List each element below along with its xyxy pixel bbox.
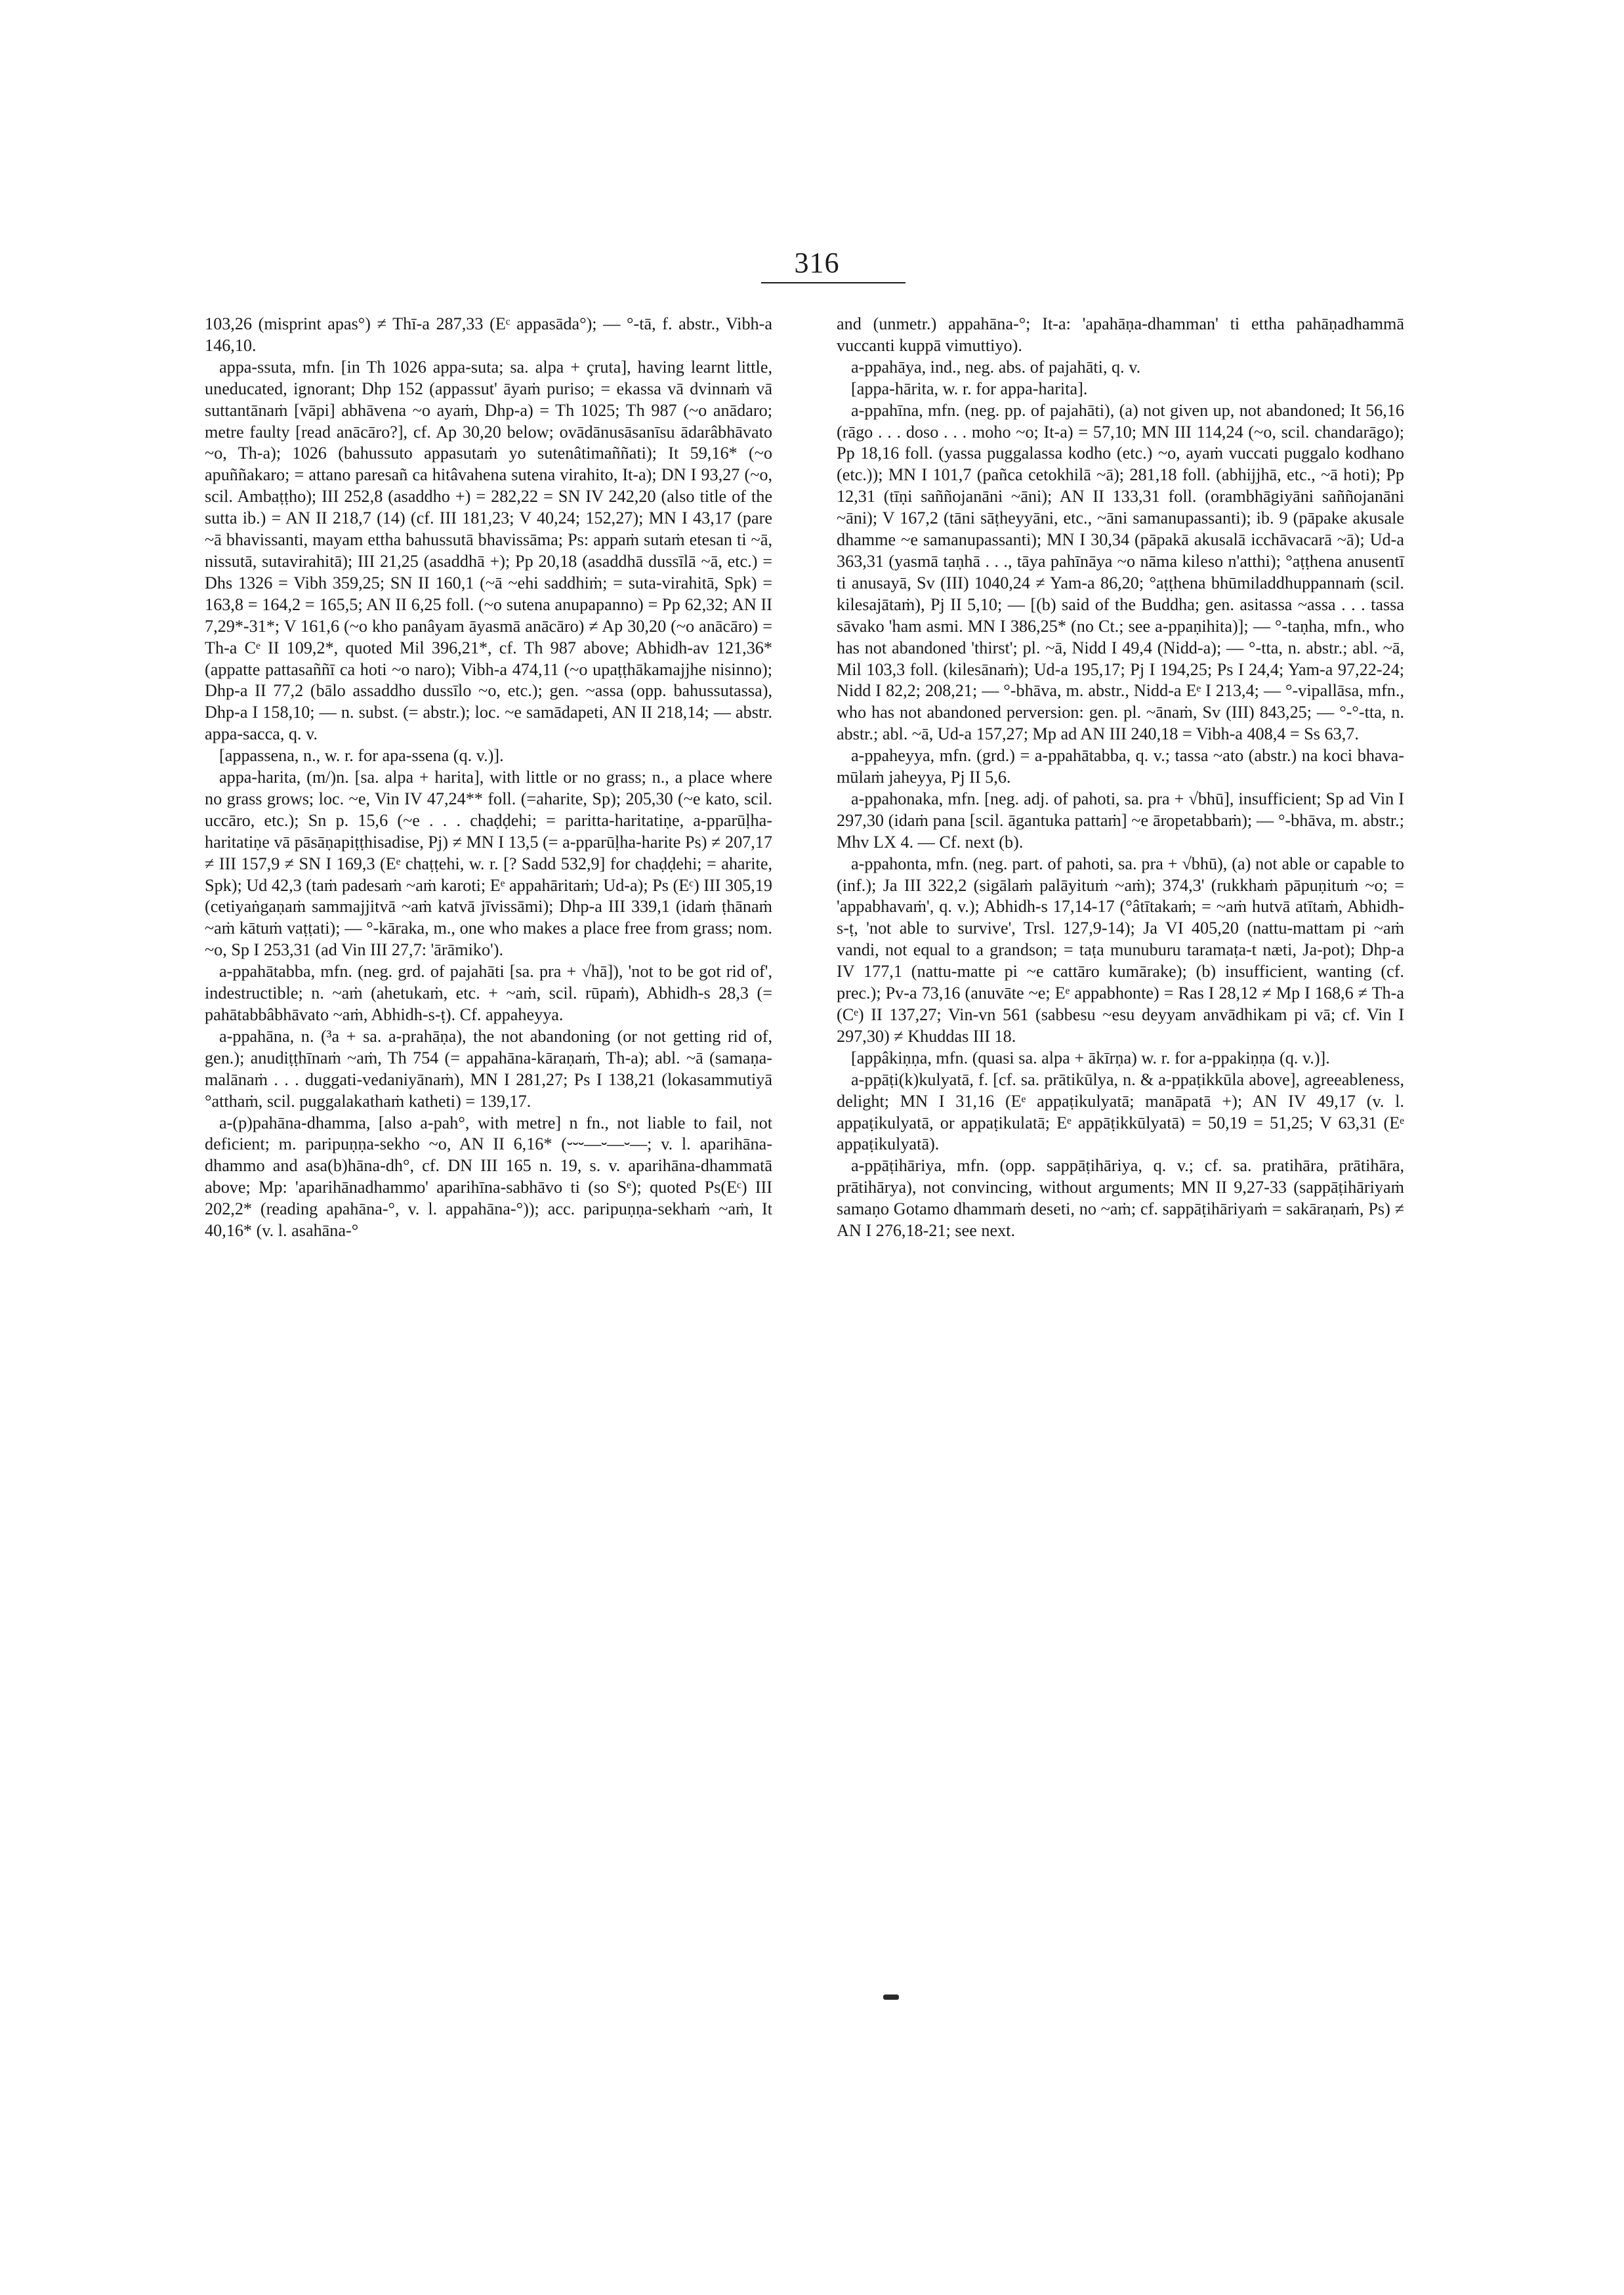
dictionary-entry: [appassena, n., w. r. for apa-ssena (q. v.)]. xyxy=(219,746,504,766)
dictionary-entry: a-ppahīna, mfn. (neg. pp. of pajahāti), (a) not given up, not abandoned; It 56,16 (rāgo . . . doso . . . moho ~o; It-a) = 57,10; MN III 114,24 (~o, scil. chandarāgo); Pp 18,16 foll. (yassa puggalassa kodho (etc.) ~o, ayaṁ vuccati puggalo kodhano (etc.)); MN I 101,7 (pañca cetokhilā ~ā); 281,18 foll. (abhijjhā, etc., ~ā hoti); Pp 12,31 (tīṇi saññojanāni ~āni); AN II 133,31 foll. (orambhāgiyāni saññojanāni ~āni); V 167,2 (tāni sāṭheyyāni, etc., ~āni samanupassanti); ib. 9 (pāpake akusale dhamme ~e samanupassanti); MN I 30,34 (pāpakā akusalā icchāvacarā ~ā); Ud-a 363,31 (yasmā taṇhā . . ., tāya pahīnāya ~o nāma kileso n'atthi); °aṭṭhena anusentī ti anusayā, Sv (III) 1040,24 ≠ Yam-a 86,20; °aṭṭhena bhūmiladdhuppannaṁ (scil. kilesajātaṁ), Pj II 5,10; — [(b) said of the Buddha; gen. asitassa ~assa . . . tassa sāvako 'ham asmi. MN I 386,25* (no Ct.; see a-ppaṇihita)]; — °-taṇha, mfn., who has not abandoned 'thirst'; pl. ~ā, Nidd I 49,4 (Nidd-a); — °-tta, n. abstr.; abl. ~ā, Mil 103,3 foll. (kilesānaṁ); Ud-a 195,17; Pj I 194,25; Ps I 24,4; Yam-a 97,22-24; Nidd I 82,2; 208,21; — °-bhāva, m. abstr., Nidd-a Eᵉ I 213,4; — °-vipallāsa, mfn., who has not abandoned perversion: gen. pl. ~ānaṁ, Sv (III) 843,25; — °-°-tta, n. abstr.; abl. ~ā, Ud-a 157,27; Mp ad AN III 240,18 = Vibh-a 408,4 = Ss 63,7. xyxy=(837,400,1404,744)
left-column xyxy=(205,314,772,1242)
scan-mark xyxy=(883,1995,899,2000)
dictionary-entry: and (unmetr.) appahāna-°; It-a: 'apahāṇa-dhamman' ti ettha pahāṇadhammā vuccanti kuppā vimuttiyo). xyxy=(837,314,1404,355)
dictionary-entry: appa-harita, (m/)n. [sa. alpa + harita], with little or no grass; n., a place where no grass grows; loc. ~e, Vin IV 47,24** foll. (=aharite, Sp); 205,30 (~e kato, scil. uccāro, etc.); Sn p. 15,6 (~e . . . chaḍḍehi; = paritta-haritatiṇe, a-pparūḷha-haritatiṇe vā pāsāṇapiṭṭhisadise, Pj) ≠ MN I 13,5 (= a-pparūḷha-harite Ps) ≠ 207,17 ≠ III 157,9 ≠ SN I 169,3 (Eᵉ chaṭṭehi, w. r. [? Sadd 532,9] for chaḍḍehi; = aharite, Spk); Ud 42,3 (taṁ padesaṁ ~aṁ karoti; Eᵉ appahāritaṁ; Ud-a); Ps (Eᶜ) III 305,19 (cetiyaṅgaṇaṁ sammajjitvā ~aṁ katvā jīvissāmi); Dhp-a III 339,1 (idaṁ ṭhānaṁ ~aṁ kātuṁ vaṭṭati); — °-kāraka, m., one who makes a place free from grass; nom. ~o, Sp I 253,31 (ad Vin III 27,7: 'ārāmiko'). xyxy=(205,768,772,960)
dictionary-entry: a-ppahāna, n. (³a + sa. a-prahāṇa), the not abandoning (or not getting rid of, gen.); anudiṭṭhīnaṁ ~aṁ, Th 754 (= appahāna-kāraṇaṁ, Th-a); abl. ~ā (samaṇa-malānaṁ . . . duggati-vedaniyānaṁ), MN I 281,27; Ps I 138,21 (lokasammutiyā °atthaṁ, scil. puggalakathaṁ katheti) = 139,17. xyxy=(205,1026,772,1111)
dictionary-entry: a-ppahonta, mfn. (neg. part. of pahoti, sa. pra + √bhū), (a) not able or capable to (inf.); Ja III 322,2 (sigālaṁ palāyituṁ ~aṁ); 374,3' (rukkhaṁ pāpuṇituṁ ~o; = 'appabhavaṁ', q. v.); Abhidh-s 17,14-17 (°âtītakaṁ; = ~aṁ hutvā atītaṁ, Abhidh-s-ṭ, 'not able to survive', Trsl. 127,9-14); Ja VI 405,20 (nattu-mattam pi ~aṁ vandi, not equal to a grandson; = taṭa munuburu taramaṭa-t næti, Ja-pot); Dhp-a IV 177,1 (nattu-matte pi ~e cattāro kumārake); (b) insufficient, wanting (cf. prec.); Pv-a 73,16 (anuvāte ~e; Eᵉ appabhonte) = Ras I 28,12 ≠ Mp I 168,6 ≠ Th-a (Cᵉ) II 137,27; Vin-vn 561 (sabbesu ~esu deyyam anvādhikam pi vā; cf. Vin I 297,30) ≠ Khuddas III 18. xyxy=(837,854,1404,1046)
dictionary-entry: a-ppahātabba, mfn. (neg. grd. of pajahāti [sa. pra + √hā]), 'not to be got rid of', indestructible; n. ~aṁ (ahetukaṁ, etc. + ~aṁ, scil. rūpaṁ), Abhidh-s 28,3 (= pahātabbâbhāvato ~aṁ, Abhidh-s-ṭ). Cf. appaheyya. xyxy=(205,962,772,1024)
dictionary-entry: a-(p)pahāna-dhamma, [also a-pah°, with metre] n fn., not liable to fail, not deficient; m. paripuṇṇa-sekho ~o, AN II 6,16* (⏑⏑⏑—⏑—⏑—; v. l. aparihāna-dhammo and asa(b)hāna-dh°, cf. DN III 165 n. 19, s. v. aparihāna-dhammatā above; Mp: 'aparihānadhammo' aparihīna-sabhāvo ti (so Sᵉ); quoted Ps(Eᶜ) III 202,2* (reading apahāna-°, v. l. appahāna-°)); acc. paripuṇṇa-sekhaṁ ~aṁ, It 40,16* (v. l. asahāna-° xyxy=(205,1113,772,1241)
right-column xyxy=(837,314,1404,1242)
dictionary-entry: [appâkiṇṇa, mfn. (quasi sa. alpa + ākīrṇa) w. r. for a-ppakiṇṇa (q. v.)]. xyxy=(851,1048,1330,1067)
page-number-rule xyxy=(761,282,906,283)
dictionary-entry: [appa-hārita, w. r. for appa-harita]. xyxy=(851,379,1088,398)
dictionary-entry: 103,26 (misprint apas°) ≠ Thī-a 287,33 (Eᶜ appasāda°); — °-tā, f. abstr., Vibh-a 146,10. xyxy=(205,314,772,355)
dictionary-entry: a-ppahāya, ind., neg. abs. of pajahāti, q. v. xyxy=(851,357,1141,377)
dictionary-entry: a-ppahonaka, mfn. [neg. adj. of pahoti, sa. pra + √bhū], insufficient; Sp ad Vin I 297,30 (idaṁ pana [scil. āgantuka pattaṁ] ~e āropetabbaṁ); — °-bhāva, m. abstr.; Mhv LX 4. — Cf. next (b). xyxy=(837,789,1404,852)
page-number: 316 xyxy=(794,247,840,279)
dictionary-entry: a-ppāṭihāriya, mfn. (opp. sappāṭihāriya, q. v.; cf. sa. pratihāra, prātihāra, prātihārya), not convincing, without arguments; MN II 9,27-33 (sappāṭihāriyaṁ samaṇo Gotamo dhammaṁ deseti, no ~aṁ; cf. sappāṭihāriyaṁ = sakāraṇaṁ, Ps) ≠ AN I 276,18-21; see next. xyxy=(837,1156,1404,1241)
dictionary-entry: a-ppaheyya, mfn. (grd.) = a-ppahātabba, q. v.; tassa ~ato (abstr.) na koci bhava-mūlaṁ jaheyya, Pj II 5,6. xyxy=(837,746,1404,787)
dictionary-entry: a-ppāṭi(k)kulyatā, f. [cf. sa. prātikūlya, n. & a-ppaṭikkūla above], agreeableness, delight; MN I 31,16 (Eᵉ appaṭikulyatā; manāpatā +); AN IV 49,17 (v. l. appaṭikulyatā, or appaṭikulatā; Eᵉ appāṭikkūlyatā) = 50,19 = 51,25; V 63,31 (Eᵉ appaṭikulyatā). xyxy=(837,1069,1404,1154)
dictionary-entry: appa-ssuta, mfn. [in Th 1026 appa-suta; sa. alpa + çruta], having learnt little, uneducated, ignorant; Dhp 152 (appassut' āyaṁ puriso; = ekassa vā dvinnaṁ vā suttantānaṁ [vāpi] abhāvena ~o ayaṁ, Dhp-a) = Th 1025; Th 987 (~o anādaro; metre faulty [read anācāro?], cf. Ap 30,20 below; ovādānusāsanīsu ādarâbhāvato ~o, Th-a); 1026 (bahussuto appasutaṁ yo sutenâtimaññati); It 59,16* (~o apuññakaro; = attano paresañ ca hitâvahena sutena virahito, It-a); DN I 93,27 (~o, scil. Ambaṭṭho); III 252,8 (asaddho +) = 282,22 = SN IV 242,20 (also title of the sutta ib.) = AN II 218,7 (14) (cf. III 181,23; V 40,24; 152,27); MN I 43,17 (pare ~ā bhavissanti, mayam ettha bahussutā bhavissāma; Ps: appaṁ sutaṁ etesan ti ~ā, nissutā, sutavirahitā); III 21,25 (asaddhā +); Pp 20,18 (asaddhā dussīlā ~ā, etc.) = Dhs 1326 = Vibh 359,25; SN II 160,1 (~ā ~ehi saddhiṁ; = suta-virahitā, Spk) = 163,8 = 164,2 = 165,5; AN II 6,25 foll. (~o sutena anupapanno) = Pp 62,32; AN II 7,29*-31*; V 161,6 (~o kho panâyam āyasmā anācāro) ≠ Ap 30,20 (~o anācāro) = Th-a Cᵉ II 109,2*, quoted Mil 396,21*, cf. Th 987 above; Abhidh-av 121,36* (appatte pattasaññī ca hoti ~o naro); Vibh-a 474,11 (~o upaṭṭhākamajjhe nisinno); Dhp-a II 77,2 (bālo assaddho dussīlo ~o, etc.); gen. ~assa (opp. bahussutassa), Dhp-a I 158,10; — n. subst. (= abstr.); loc. ~e samādapeti, AN II 218,14; — abstr. appa-sacca, q. v. xyxy=(205,357,772,744)
